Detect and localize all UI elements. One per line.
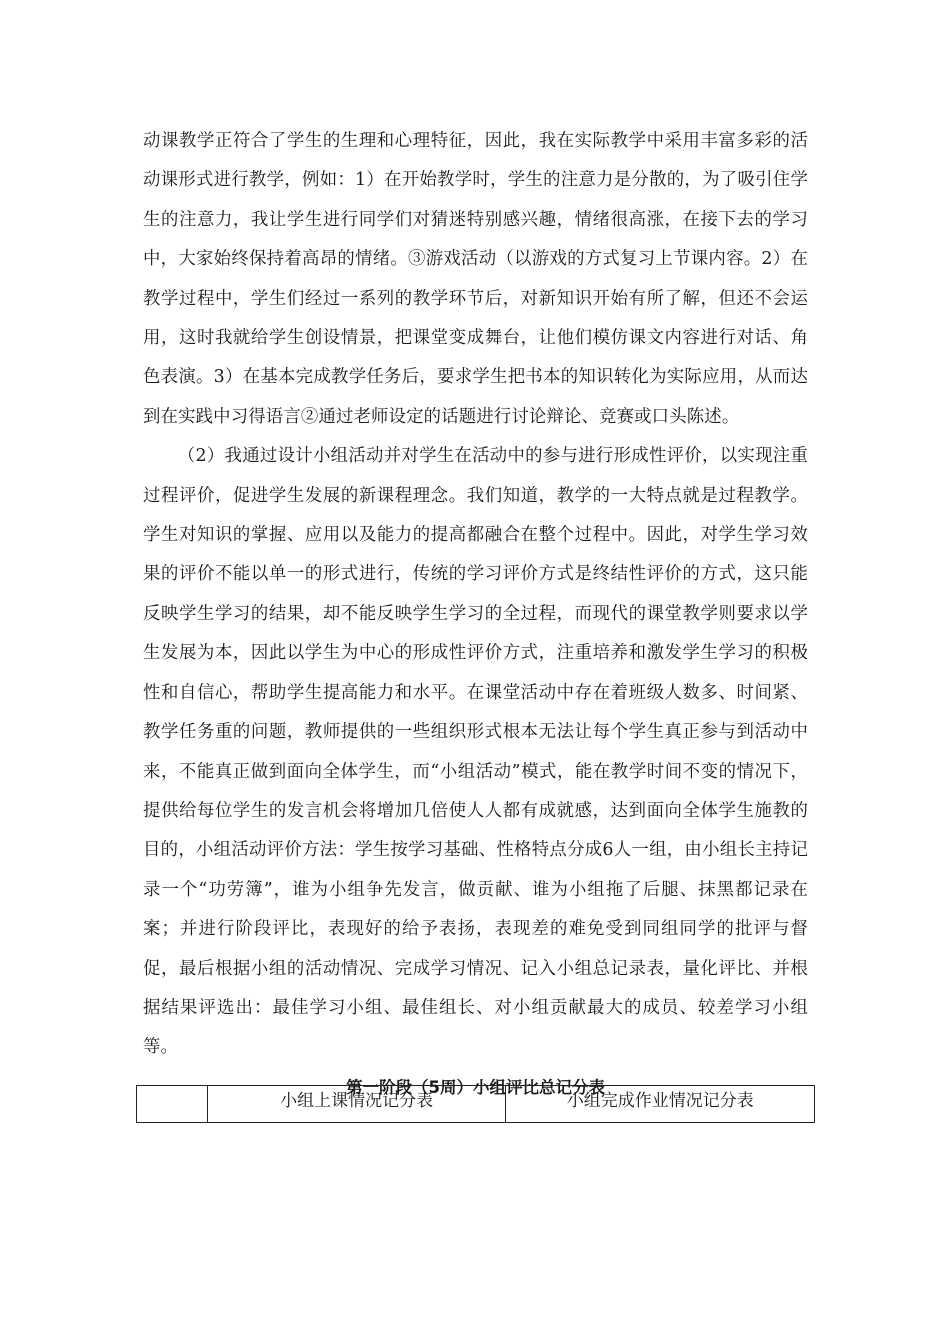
paragraph-activity-lessons: 动课教学正符合了学生的生理和心理特征，因此，我在实际教学中采用丰富多彩的活动课形式进行教学，例如：1）在开始教学时，学生的注意力是分散的，为了吸引住学生的注意力，我让学生进行同学们对猜迷特别感兴趣，情绪很高涨，在接下去的学习中，大家始终保持着高昂的情绪。③游戏活动（以游戏的方式复习上节课内容。2）在教学过程中，学生们经过一系列的教学环节后，对新知识开始有所了解，但还不会运用，这时我就给学生创设情景，把课堂变成舞台，让他们模仿课文内容进行对话、角色表演。3）在基本完成教学任务后，要求学生把书本的知识转化为实际应用，从而达到在实践中习得语言②通过老师设定的话题进行讨论辩论、竞赛或口头陈述。 [143,131,808,427]
table-header-row [137,1086,815,1123]
table-title: 第一阶段（5周）小组评比总记分表 [346,1077,605,1097]
document-body [143,122,808,1106]
table-header-homework-score: 小组完成作业情况记分表 [506,1086,815,1123]
table-header-class-score: 小组上课情况记分表 [207,1086,506,1123]
table-header-blank-cell [137,1086,208,1123]
paragraph-group-evaluation: （2）我通过设计小组活动并对学生在活动中的参与进行形成性评价，以实现注重过程评价，促进学生发展的新课程理念。我们知道，教学的一大特点就是过程教学。学生对知识的掌握、应用以及能力的提高都融合在整个过程中。因此，对学生学习效果的评价不能以单一的形式进行，传统的学习评价方式是终结性评价的方式，这只能反映学生学习的结果，却不能反映学生学习的全过程，而现代的课堂教学则要求以学生发展为本，因此以学生为中心的形成性评价方式，注重培养和激发学生学习的积极性和自信心，帮助学生提高能力和水平。在课堂活动中存在着班级人数多、时间紧、教学任务重的问题，教师提供的一些组织形式根本无法让每个学生真正参与到活动中来，不能真正做到面向全体学生，而“小组活动”模式，能在教学时间不变的情况下，提供给每位学生的发言机会将增加几倍使人人都有成就感，达到面向全体学生施教的目的，小组活动评价方法：学生按学习基础、性格特点分成6人一组，由小组长主持记录一个“功劳簿”，谁为小组争先发言，做贡献、谁为小组拖了后腿、抹黑都记录在案；并进行阶段评比，表现好的给予表扬，表现差的难免受到同组同学的批评与督促，最后根据小组的活动情况、完成学习情况、记入小组总记录表，量化评比、并根据结果评选出：最佳学习小组、最佳组长、对小组贡献最大的成员、较差学习小组等。 [143,446,808,1058]
score-table [136,1085,815,1123]
